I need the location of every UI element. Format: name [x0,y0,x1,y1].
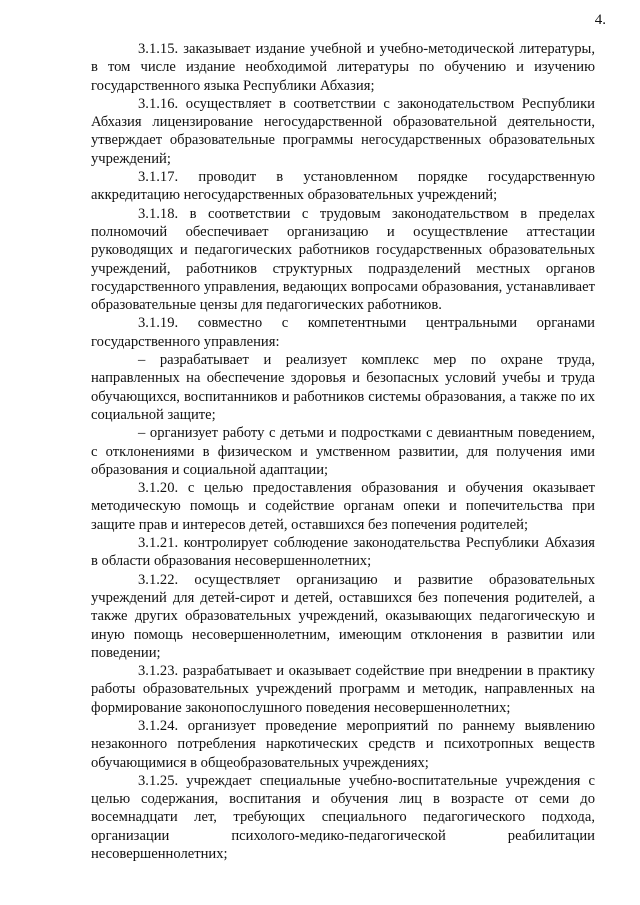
clause-text: осуществляет в соответствии с законодательством Республики Абхазия лицензирование негосударственной образовательной деятельности, утверждает образовательные программы негосударственных образовательных учреждений; [91,95,595,167]
document-body [91,40,595,863]
paragraph-3-1-18 [91,205,595,315]
list-item-deviant-children [91,424,595,479]
clause-text: разрабатывает и оказывает содействие при внедрении в практику работы образовательных учреждений программ и методик, направленных на формирование законопослушного поведения несовершеннолетних; [91,663,595,716]
list-item-text: – разрабатывает и реализует комплекс мер по охране труда, направленных на обеспечение здоровья и безопасных условий учебы и труда обучающихся, воспитанников и работников системы образования, а также по их социальной защите; [91,352,595,423]
page-number: 4. [594,12,606,28]
clause-text: организует проведение мероприятий по раннему выявлению незаконного потребления наркотических средств и психотропных веществ обучающимися в общеобразовательных учреждениях; [91,717,595,771]
clause-number: 3.1.21. [138,535,179,552]
clause-text: осуществляет организацию и развитие образовательных учреждений для детей-сирот и детей, оставшихся без попечения родителей, а также других образовательных учреждений, оказывающих педагогическую и иную помощь несовершеннолетним, имеющим отклонения в развитии или поведении; [91,571,595,661]
list-item-labor-protection [91,351,595,424]
paragraph-3-1-21 [91,534,595,571]
paragraph-3-1-17 [91,168,595,205]
clause-text: совместно с компетентными центральными органами государственного управления: [91,315,595,350]
clause-text: контролирует соблюдение законодательства Республики Абхазия в области образования несовершеннолетних; [91,535,595,570]
clause-number: 3.1.15. [138,41,179,57]
clause-number: 3.1.19. [138,315,179,332]
paragraph-3-1-19 [91,314,595,351]
clause-text: учреждает специальные учебно-воспитательные учреждения с целью содержания, воспитания и обучения лиц в возрасте от семи до восемнадцати лет, требующих специального педагогического подхода, организации психолого-медико-педагогической реабилитации несовершеннолетних; [91,772,595,863]
paragraph-3-1-23 [91,662,595,717]
paragraph-3-1-16 [91,95,595,168]
clause-text: проводит в установленном порядке государственную аккредитацию негосударственных образовательных учреждений; [91,169,596,204]
clause-number: 3.1.24. [138,717,179,734]
clause-number: 3.1.18. [138,205,179,222]
clause-text: заказывает издание учебной и учебно-методической литературы, в том числе издание необходимой литературы по обучению и изучению государственного языка Республики Абхазия; [91,41,595,94]
clause-text: с целью предоставления образования и обучения оказывает методическую помощь и содействие органам опеки и попечительства при защите прав и интересов детей, оставшихся без попечения родителей; [91,480,596,533]
clause-number: 3.1.20. [138,480,179,497]
paragraph-3-1-15 [91,40,595,95]
paragraph-3-1-24 [91,717,595,772]
paragraph-3-1-25 [91,772,595,863]
paragraph-3-1-20 [91,479,595,534]
clause-text: в соответствии с трудовым законодательством в пределах полномочий обеспечивает организацию и осуществление аттестации руководящих и педагогических работников государственных образовательных учреждений, работников структурных подразделений местных органов государственного управления, ведающих вопросами образования, устанавливает образовательные цензы для педагогических работников. [91,205,595,314]
clause-number: 3.1.23. [138,663,179,680]
list-item-text: – организует работу с детьми и подростками с девиантным поведением, с отклонениями в физическом и умственном развитии, для получения ими образования и социальной адаптации; [91,425,595,478]
paragraph-3-1-22 [91,571,595,662]
clause-number: 3.1.17. [138,169,179,186]
clause-number: 3.1.25. [138,772,179,789]
clause-number: 3.1.16. [138,95,179,112]
clause-number: 3.1.22. [138,571,179,588]
